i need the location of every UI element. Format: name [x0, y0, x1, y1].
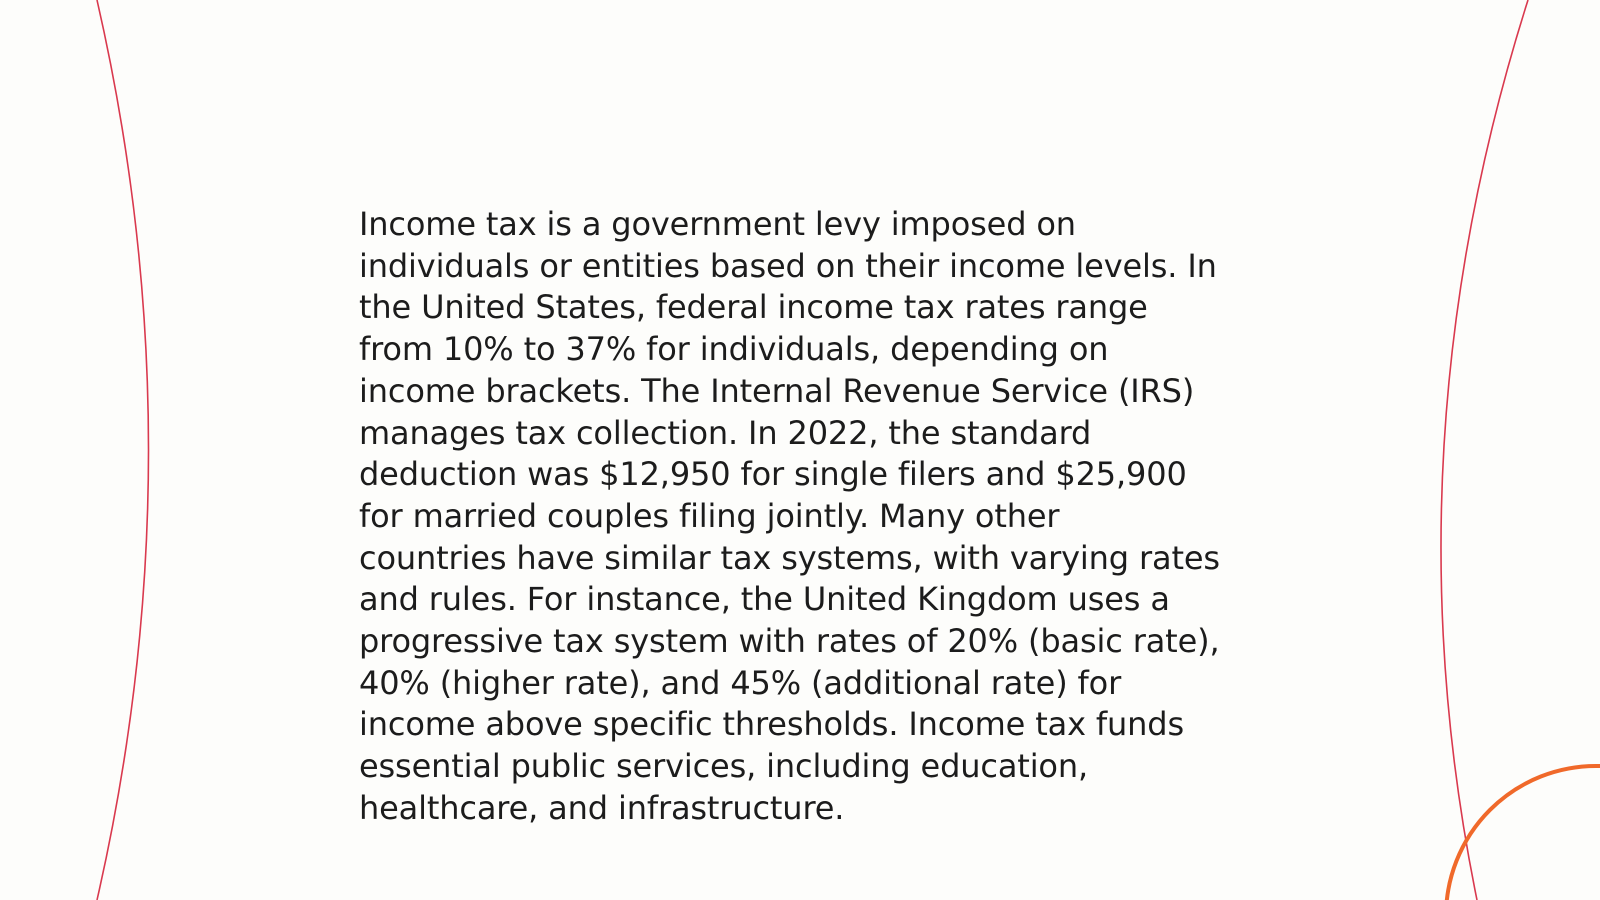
right-arc-line [1441, 0, 1528, 900]
body-text-line: from 10% to 37% for individuals, depending on [359, 330, 1109, 369]
corner-circle-arc [1446, 766, 1600, 900]
left-arc-line [97, 0, 149, 900]
body-text-line: Income tax is a government levy imposed on [359, 205, 1076, 243]
body-text-line: the United States, federal income tax rates range [359, 288, 1148, 327]
body-text-line: and rules. For instance, the United Kingdom uses a [359, 580, 1170, 619]
body-text-line: deduction was $12,950 for single filers and $25,900 [359, 455, 1187, 494]
body-text-line: income above specific thresholds. Income tax funds [359, 705, 1184, 744]
body-text-line: individuals or entities based on their income levels. In [359, 246, 1217, 285]
body-text-line: countries have similar tax systems, with varying rates [359, 538, 1220, 577]
body-text-line: income brackets. The Internal Revenue Service (IRS) [359, 371, 1195, 410]
body-text-line: for married couples filing jointly. Many other [359, 496, 1060, 535]
body-text-line: healthcare, and infrastructure. [359, 788, 845, 827]
body-text-line: essential public services, including education, [359, 747, 1089, 786]
body-text [359, 204, 1259, 830]
body-text-line: 40% (higher rate), and 45% (additional rate) for [359, 663, 1122, 702]
body-text-line: manages tax collection. In 2022, the standard [359, 413, 1092, 452]
body-text-line: progressive tax system with rates of 20% (basic rate), [359, 622, 1220, 661]
